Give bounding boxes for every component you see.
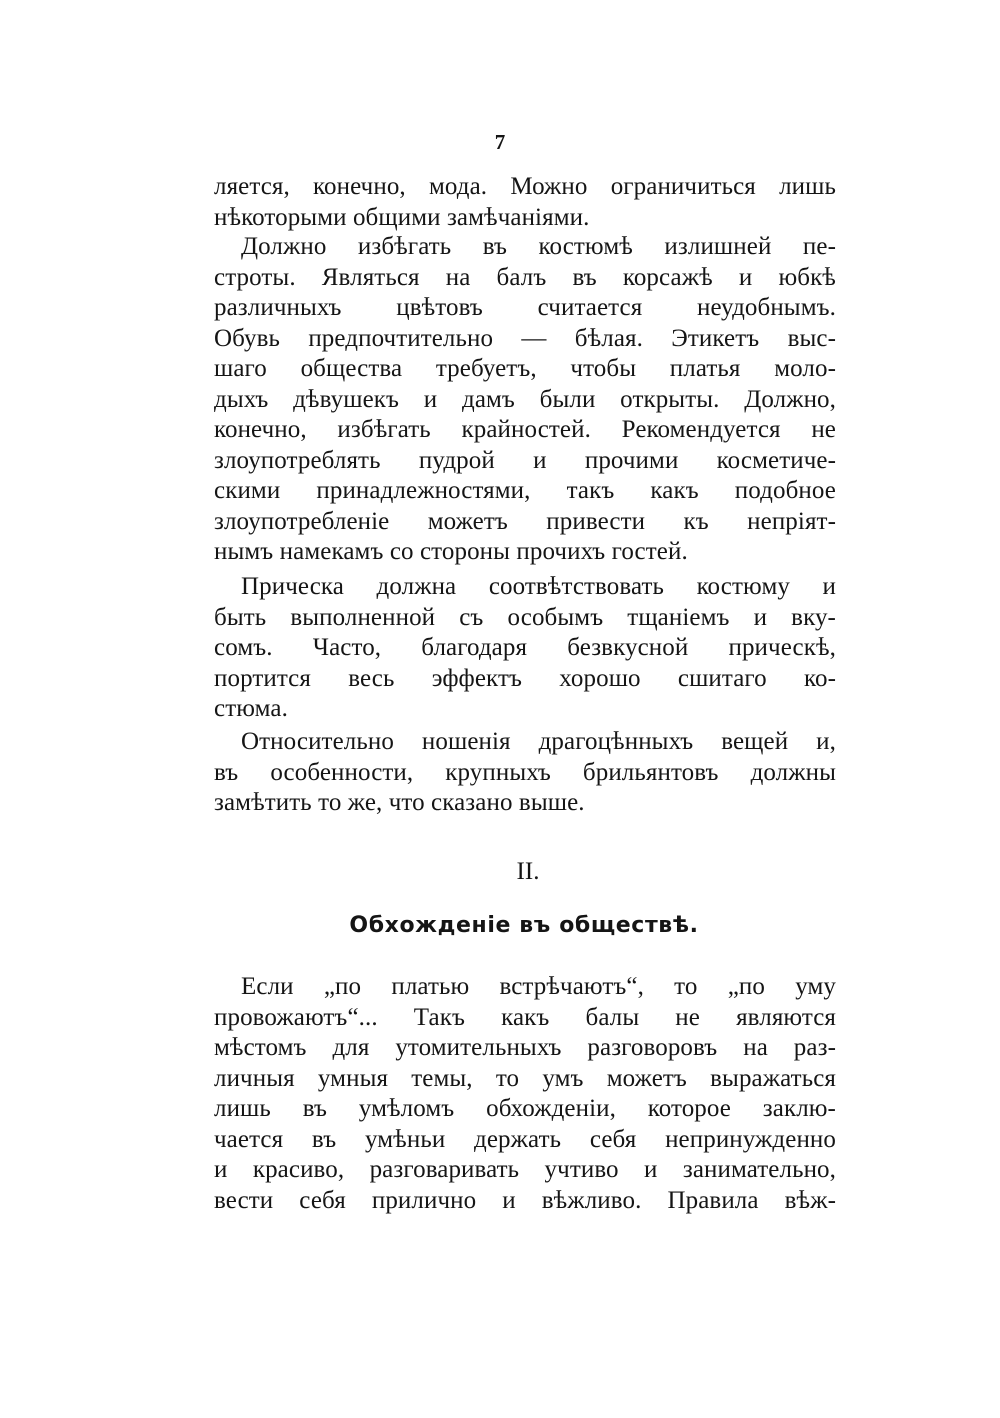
section-title: Обхожденіе въ обществѣ.: [349, 913, 699, 938]
paragraph-jewelry: [214, 727, 836, 819]
text-line: нымъ намекамъ со стороны прочихъ гостей.: [214, 538, 688, 565]
paragraph-hairstyle: [214, 572, 836, 725]
text-line: дыхъ дѣвушекъ и дамъ были открыты. Должно,: [214, 385, 836, 413]
text-line: злоупотреблять пудрой и прочими косметиче-: [214, 446, 836, 474]
paragraph-manners: [214, 972, 836, 1216]
text-line: чается въ умѣньи держать себя непринужденно: [214, 1125, 836, 1153]
text-line: провожаютъ“... Такъ какъ балы не являются: [214, 1003, 836, 1031]
text-line: Если „по платью встрѣчаютъ“, то „по уму: [241, 973, 836, 1000]
section-number: II.: [516, 858, 540, 885]
text-line: злоупотребленіе можетъ привести къ непріят-: [214, 507, 836, 535]
text-line: нѣкоторыми общими замѣчаніями.: [214, 203, 590, 231]
text-line: портится весь эффектъ хорошо сшитаго ко-: [214, 664, 836, 692]
text-line: Обувь предпочтительно — бѣлая. Этикетъ выс-: [214, 324, 836, 352]
text-line: шаго общества требуетъ, чтобы платья моло-: [214, 355, 836, 382]
text-line: Относительно ношенія драгоцѣнныхъ вещей и,: [241, 728, 836, 755]
text-line: вести себя прилично и вѣжливо. Правила вѣж-: [214, 1186, 836, 1214]
text-line: и красиво, разговаривать учтиво и занимательно,: [214, 1156, 836, 1183]
text-line: быть выполненной съ особымъ тщаніемъ и вку-: [214, 603, 836, 631]
page-number: 7: [494, 130, 506, 154]
text-line: лишь въ умѣломъ обхожденіи, которое заклю-: [214, 1095, 836, 1122]
paragraph-costume: [214, 232, 836, 568]
text-line: ляется, конечно, мода. Можно ограничиться лишь: [214, 173, 836, 200]
text-line: мѣстомъ для утомительныхъ разговоровъ на раз-: [214, 1034, 836, 1061]
text-line: различныхъ цвѣтовъ считается неудобнымъ.: [214, 294, 836, 321]
text-line: въ особенности, крупныхъ брильянтовъ должны: [214, 758, 836, 786]
text-line: строты. Являться на балъ въ корсажѣ и юбкѣ: [214, 263, 836, 291]
text-line: конечно, избѣгать крайностей. Рекомендуется не: [214, 416, 836, 443]
text-line: замѣтить то же, что сказано выше.: [214, 789, 585, 816]
text-line: сомъ. Часто, благодаря безвкусной прическѣ,: [214, 634, 836, 661]
text-line: скими принадлежностями, такъ какъ подобное: [214, 477, 836, 504]
text-line: Прическа должна соотвѣтствовать костюму и: [241, 573, 836, 600]
text-line: личныя умныя темы, то умъ можетъ выражаться: [214, 1064, 836, 1092]
text-line: стюма.: [214, 695, 288, 722]
paragraph-continuation: [214, 172, 836, 233]
text-line: Должно избѣгать въ костюмѣ излишней пе-: [241, 233, 836, 260]
